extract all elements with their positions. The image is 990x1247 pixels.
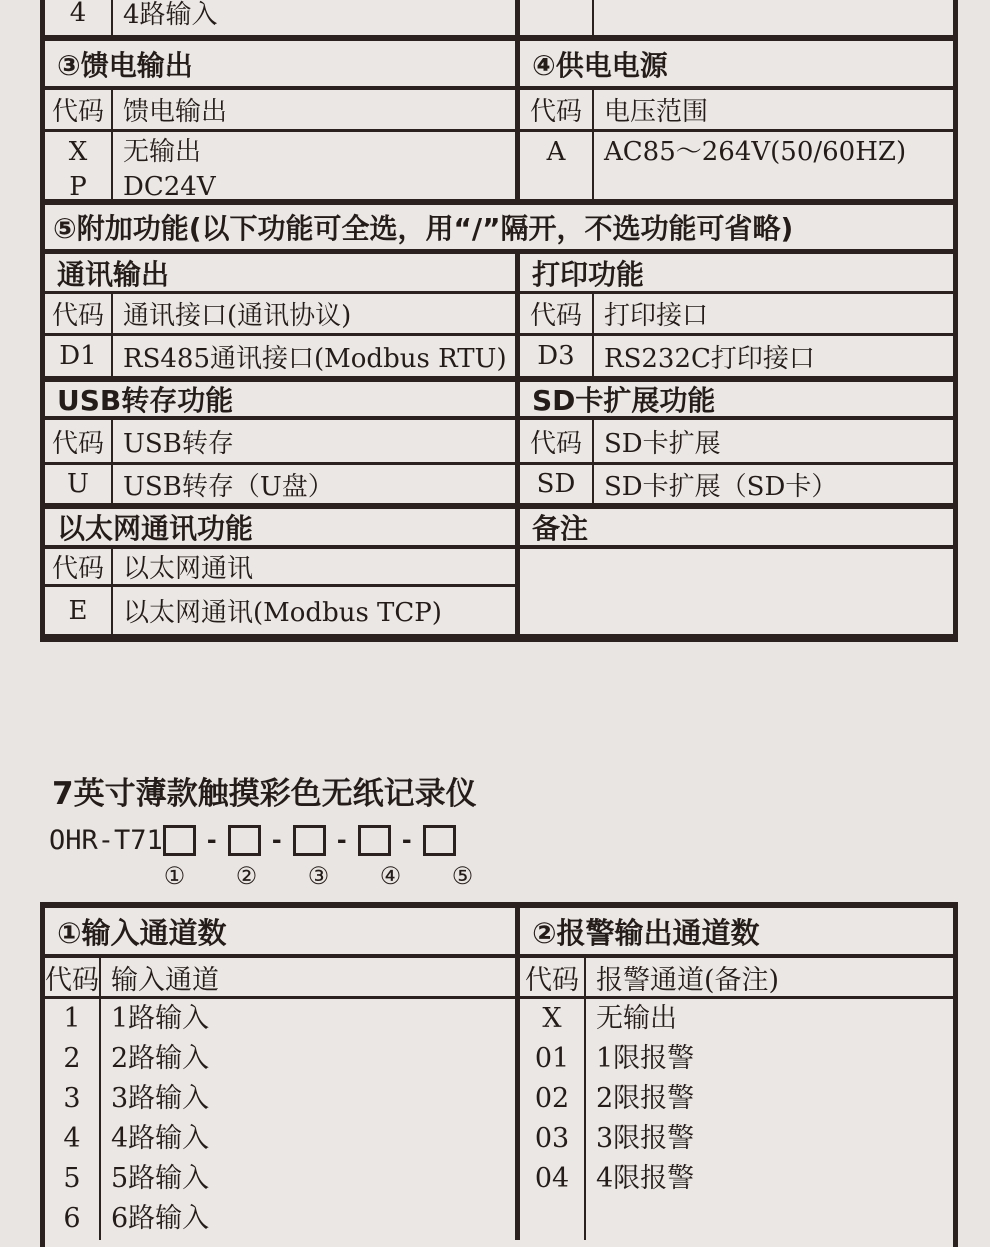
section-5-header-row	[45, 205, 953, 254]
desc-cell: 以太网通讯(Modbus TCP)	[113, 587, 520, 634]
dash-separator: -	[336, 826, 347, 854]
desc-header: 打印接口	[604, 301, 709, 331]
product-title: 7英寸薄款触摸彩色无纸记录仪	[52, 776, 477, 812]
section-3-header: ③馈电输出	[45, 41, 520, 86]
desc-cell: RS232C打印接口	[604, 343, 815, 374]
ordering-table-bottom	[40, 902, 958, 1247]
code-value: X	[68, 137, 88, 167]
model-code-diagram	[49, 822, 549, 892]
section-header-row	[45, 908, 953, 958]
desc-value: 3路输入	[111, 1083, 210, 1114]
code-value: P	[69, 172, 87, 199]
code-value: 02	[534, 1083, 570, 1114]
desc-value: 2路输入	[111, 1043, 210, 1074]
code-value: 01	[534, 1043, 570, 1074]
print-func-header: 打印功能	[532, 257, 645, 291]
code-cell: SD	[520, 465, 594, 503]
data-row	[45, 587, 953, 634]
desc-value: 2限报警	[596, 1083, 695, 1114]
section-5-header: ⑤附加功能(以下功能可全选，用“/”隔开，不选功能可省略)	[53, 212, 794, 245]
desc-cell	[594, 132, 943, 199]
model-slot-box-5	[423, 825, 456, 856]
desc-value: AC85～264V(50/60HZ)	[604, 137, 907, 167]
section-2-header: ②报警输出通道数	[532, 915, 760, 950]
dash-separator: -	[206, 826, 217, 854]
section-header-row	[45, 509, 953, 549]
table-row	[45, 0, 953, 41]
code-value: X	[542, 1003, 562, 1034]
section-header-row	[45, 254, 953, 294]
code-cell	[45, 999, 101, 1240]
section-header-row	[45, 41, 953, 90]
desc-value: 6路输入	[111, 1203, 210, 1234]
code-cell-empty	[520, 0, 594, 35]
desc-header: 报警通道(备注)	[596, 964, 780, 996]
ordering-table-top	[40, 0, 958, 642]
desc-header: SD卡扩展	[604, 428, 721, 459]
desc-header: 输入通道	[101, 958, 520, 996]
slot-label-4: ④	[379, 862, 402, 890]
data-row	[45, 132, 953, 205]
data-rows-area	[45, 999, 953, 1240]
note-header: 备注	[532, 512, 589, 545]
desc-cell	[101, 999, 520, 1240]
code-cell: D3	[520, 336, 594, 376]
column-header-row	[45, 294, 953, 336]
code-value: 2	[63, 1043, 81, 1074]
desc-cell	[113, 132, 520, 199]
slot-label-1: ①	[163, 862, 186, 890]
note-cell-empty	[520, 587, 943, 634]
desc-header: 馈电输出	[113, 90, 520, 129]
desc-header: 通讯接口(通讯协议)	[113, 294, 520, 333]
desc-value: 5路输入	[111, 1163, 210, 1194]
dash-separator: -	[401, 826, 412, 854]
model-prefix: OHR-T71	[49, 824, 163, 856]
column-header-row	[45, 549, 953, 587]
section-4-header: ④供电电源	[532, 48, 668, 82]
desc-header: 以太网通讯	[113, 549, 520, 587]
section-1-header: ①输入通道数	[45, 908, 520, 954]
code-header: 代码	[45, 420, 113, 462]
ethernet-header: 以太网通讯功能	[45, 509, 520, 545]
dash-separator: -	[271, 826, 282, 854]
desc-value: DC24V	[123, 172, 216, 199]
desc-cell: RS485通讯接口(Modbus RTU)	[113, 336, 520, 376]
desc-cell: SD卡扩展（SD卡）	[604, 471, 838, 502]
code-cell: E	[45, 587, 113, 634]
desc-value: 4限报警	[596, 1163, 695, 1194]
code-cell: 4	[45, 0, 113, 35]
code-header: 代码	[520, 90, 594, 129]
desc-cell: USB转存（U盘）	[113, 465, 520, 503]
model-slot-box-1	[163, 825, 196, 856]
code-cell	[45, 132, 113, 199]
slot-number-labels	[158, 862, 549, 890]
comm-output-header: 通讯输出	[45, 254, 520, 291]
code-cell	[520, 132, 594, 199]
usb-header: USB转存功能	[45, 382, 520, 416]
desc-cell: 4路输入	[113, 0, 520, 35]
code-header: 代码	[520, 958, 586, 996]
code-header: 代码	[45, 549, 113, 587]
code-header: 代码	[45, 90, 113, 129]
section-header-row	[45, 382, 953, 420]
desc-value: 1路输入	[111, 1003, 210, 1034]
desc-value: 3限报警	[596, 1123, 695, 1154]
code-cell: U	[45, 465, 113, 503]
code-value: A	[546, 137, 566, 167]
model-code-line	[49, 822, 549, 858]
code-header: 代码	[45, 958, 101, 996]
slot-label-3: ③	[307, 862, 330, 890]
desc-cell-empty	[594, 0, 943, 35]
code-value: 03	[534, 1123, 570, 1154]
desc-header: 电压范围	[604, 97, 709, 127]
code-value: 6	[63, 1203, 81, 1234]
code-value: 1	[63, 1003, 81, 1034]
code-cell	[520, 999, 586, 1240]
code-value: 4	[63, 1123, 81, 1154]
model-slot-box-3	[293, 825, 326, 856]
desc-value: 无输出	[596, 1003, 677, 1034]
data-row	[45, 336, 953, 382]
slot-label-5: ⑤	[451, 862, 474, 890]
code-header: 代码	[520, 294, 594, 333]
code-value: 5	[63, 1163, 81, 1194]
model-slot-box-4	[358, 825, 391, 856]
code-value: 04	[534, 1163, 570, 1194]
desc-value: 无输出	[123, 137, 202, 167]
code-cell: D1	[45, 336, 113, 376]
data-row	[45, 465, 953, 509]
sd-header: SD卡扩展功能	[532, 384, 716, 416]
column-header-row	[45, 420, 953, 465]
model-slot-box-2	[228, 825, 261, 856]
code-value: 3	[63, 1083, 81, 1114]
code-header: 代码	[45, 294, 113, 333]
code-header: 代码	[520, 420, 594, 462]
desc-cell	[586, 999, 941, 1240]
column-header-row	[45, 90, 953, 132]
column-header-row	[45, 958, 953, 999]
note-cell-empty	[520, 549, 943, 587]
desc-value: 1限报警	[596, 1043, 695, 1074]
desc-value: 4路输入	[111, 1123, 210, 1154]
slot-label-2: ②	[235, 862, 258, 890]
desc-header: USB转存	[113, 420, 520, 462]
